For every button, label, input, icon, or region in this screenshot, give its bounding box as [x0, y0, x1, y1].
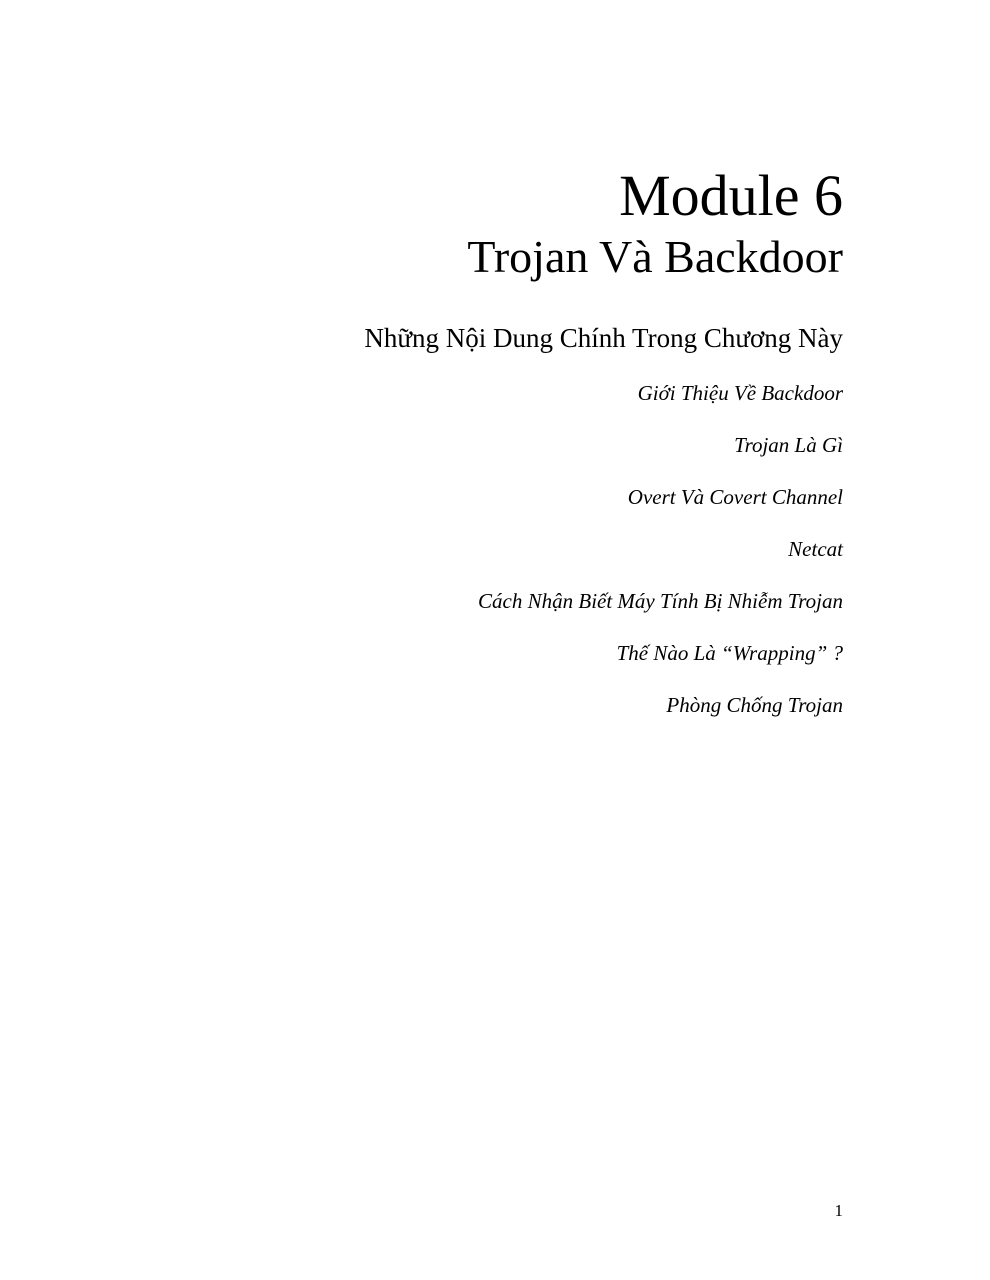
- topic-list: [478, 378, 843, 742]
- topic-item: Giới Thiệu Về Backdoor: [637, 381, 843, 405]
- page-number: 1: [834, 1201, 843, 1220]
- topic-item: Trojan Là Gì: [734, 433, 843, 457]
- topic-item: Thế Nào Là “Wrapping” ?: [616, 641, 843, 665]
- module-title: Trojan Và Backdoor: [467, 231, 843, 282]
- contents-heading: Những Nội Dung Chính Trong Chương Này: [364, 323, 843, 353]
- topic-item: Overt Và Covert Channel: [627, 485, 843, 509]
- topic-item: Cách Nhận Biết Máy Tính Bị Nhiễm Trojan: [478, 589, 843, 613]
- topic-item: Netcat: [788, 537, 843, 561]
- module-number: Module 6: [619, 163, 843, 228]
- topic-item: Phòng Chống Trojan: [666, 693, 843, 717]
